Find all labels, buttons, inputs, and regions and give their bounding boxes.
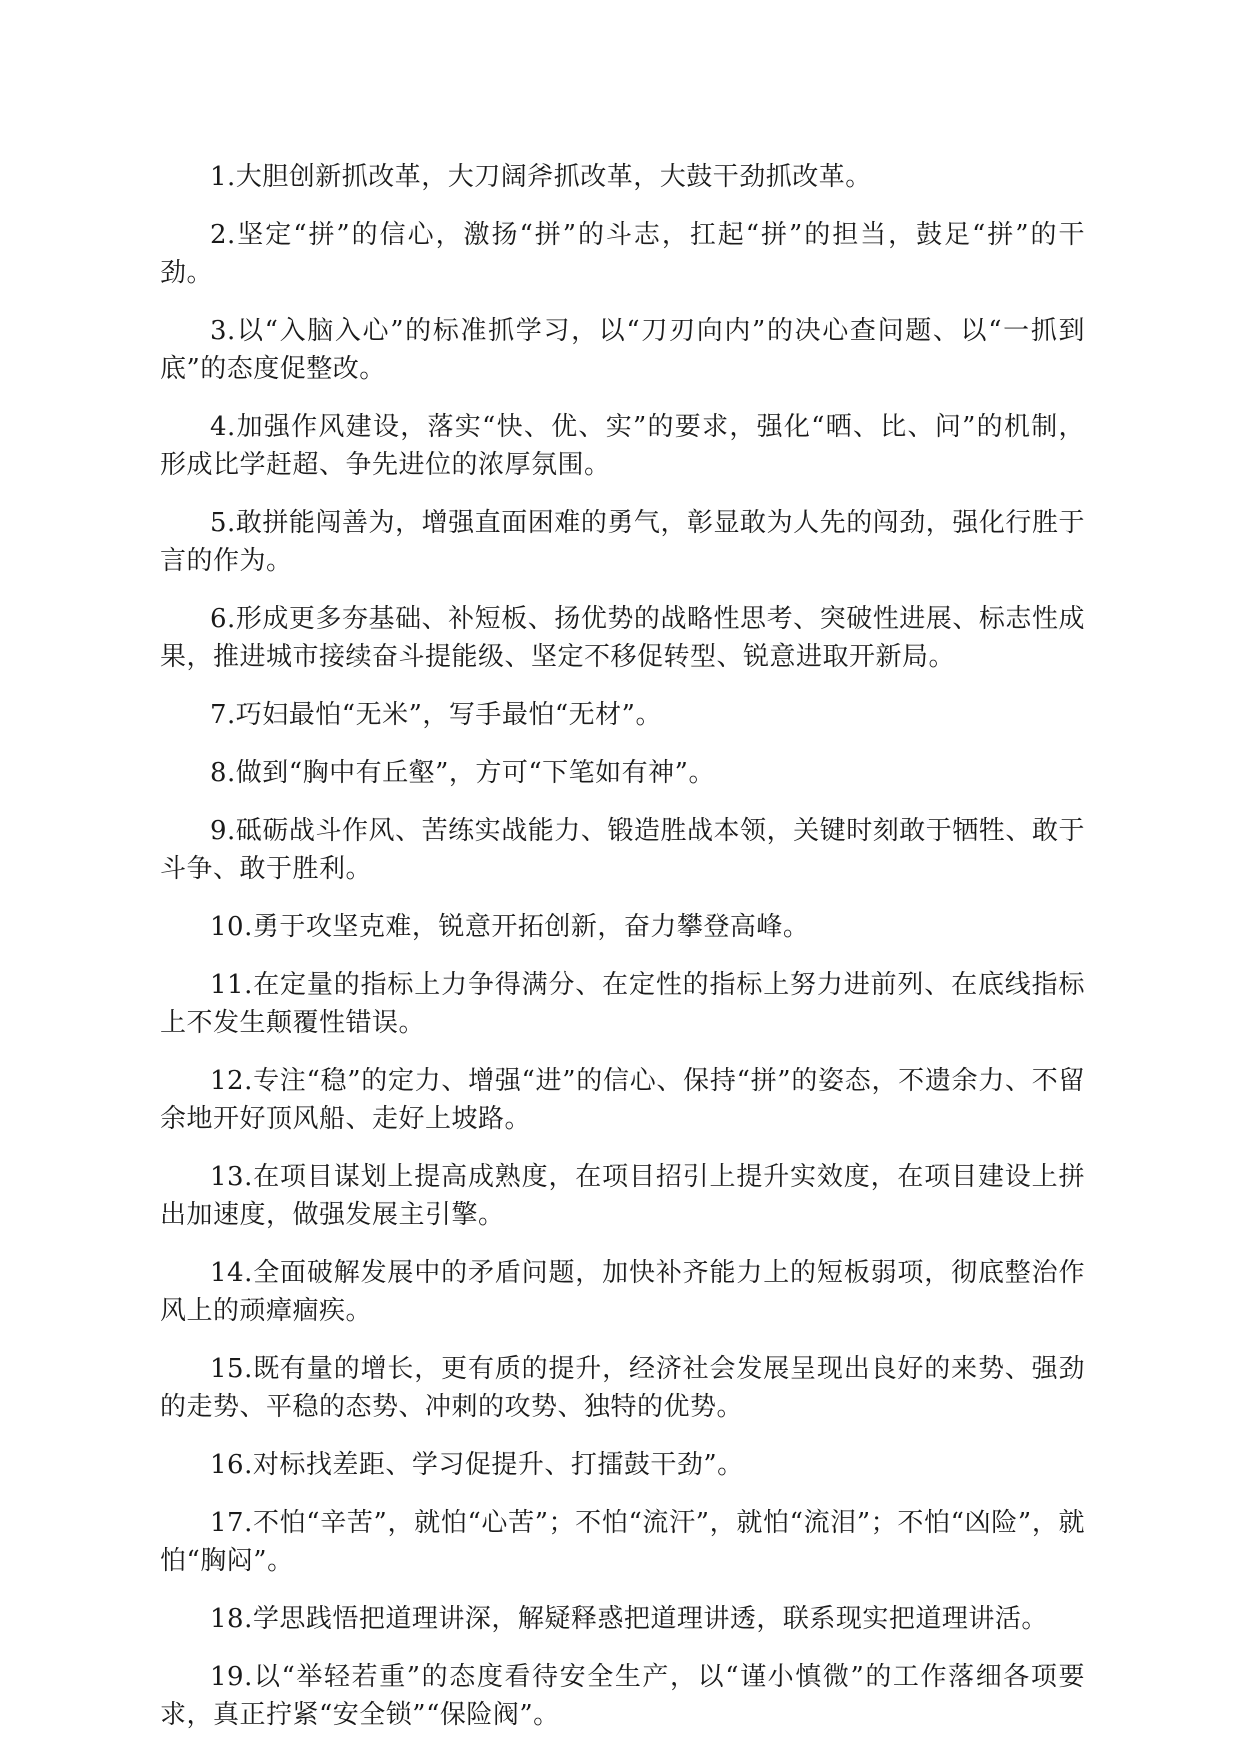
document-body (160, 158, 1085, 1754)
list-item: 1.大胆创新抓改革，大刀阔斧抓改革，大鼓干劲抓改革。 (210, 162, 872, 192)
list-item: 11.在定量的指标上力争得满分、在定性的指标上努力进前列、在底线指标上不发生颠覆性错误。 (160, 970, 1085, 1038)
list-item: 16.对标找差距、学习促提升、打擂鼓干劲”。 (210, 1450, 744, 1480)
list-item: 3.以“入脑入心”的标准抓学习，以“刀刃向内”的决心查问题、以“一抓到底”的态度促整改。 (160, 316, 1085, 384)
list-item: 5.敢拼能闯善为，增强直面困难的勇气，彰显敢为人先的闯劲，强化行胜于言的作为。 (160, 508, 1085, 576)
list-item: 17.不怕“辛苦”，就怕“心苦”；不怕“流汗”，就怕“流泪”；不怕“凶险”，就怕“胸闷”。 (160, 1508, 1085, 1576)
list-item: 8.做到“胸中有丘壑”，方可“下笔如有神”。 (210, 758, 715, 788)
list-item: 15.既有量的增长，更有质的提升，经济社会发展呈现出良好的来势、强劲的走势、平稳的态势、冲刺的攻势、独特的优势。 (160, 1354, 1085, 1422)
list-item: 10.勇于攻坚克难，锐意开拓创新，奋力攀登高峰。 (210, 912, 810, 942)
list-item: 7.巧妇最怕“无米”，写手最怕“无材”。 (210, 700, 662, 730)
list-item: 18.学思践悟把道理讲深，解疑释惑把道理讲透，联系现实把道理讲活。 (210, 1604, 1048, 1634)
list-item: 4.加强作风建设，落实“快、优、实”的要求，强化“晒、比、问”的机制，形成比学赶超、争先进位的浓厚氛围。 (160, 412, 1085, 480)
list-item: 19.以“举轻若重”的态度看待安全生产，以“谨小慎微”的工作落细各项要求，真正拧紧“安全锁”“保险阀”。 (160, 1662, 1085, 1730)
list-item: 6.形成更多夯基础、补短板、扬优势的战略性思考、突破性进展、标志性成果，推进城市接续奋斗提能级、坚定不移促转型、锐意进取开新局。 (160, 604, 1085, 672)
list-item: 14.全面破解发展中的矛盾问题，加快补齐能力上的短板弱项，彻底整治作风上的顽瘴痼疾。 (160, 1258, 1085, 1326)
list-item: 12.专注“稳”的定力、增强“进”的信心、保持“拼”的姿态，不遗余力、不留余地开好顶风船、走好上坡路。 (160, 1066, 1085, 1134)
list-item: 13.在项目谋划上提高成熟度，在项目招引上提升实效度，在项目建设上拼出加速度，做强发展主引擎。 (160, 1162, 1085, 1230)
list-item: 2.坚定“拼”的信心，激扬“拼”的斗志，扛起“拼”的担当，鼓足“拼”的干劲。 (160, 220, 1085, 288)
list-item: 9.砥砺战斗作风、苦练实战能力、锻造胜战本领，关键时刻敢于牺牲、敢于斗争、敢于胜利。 (160, 816, 1085, 884)
